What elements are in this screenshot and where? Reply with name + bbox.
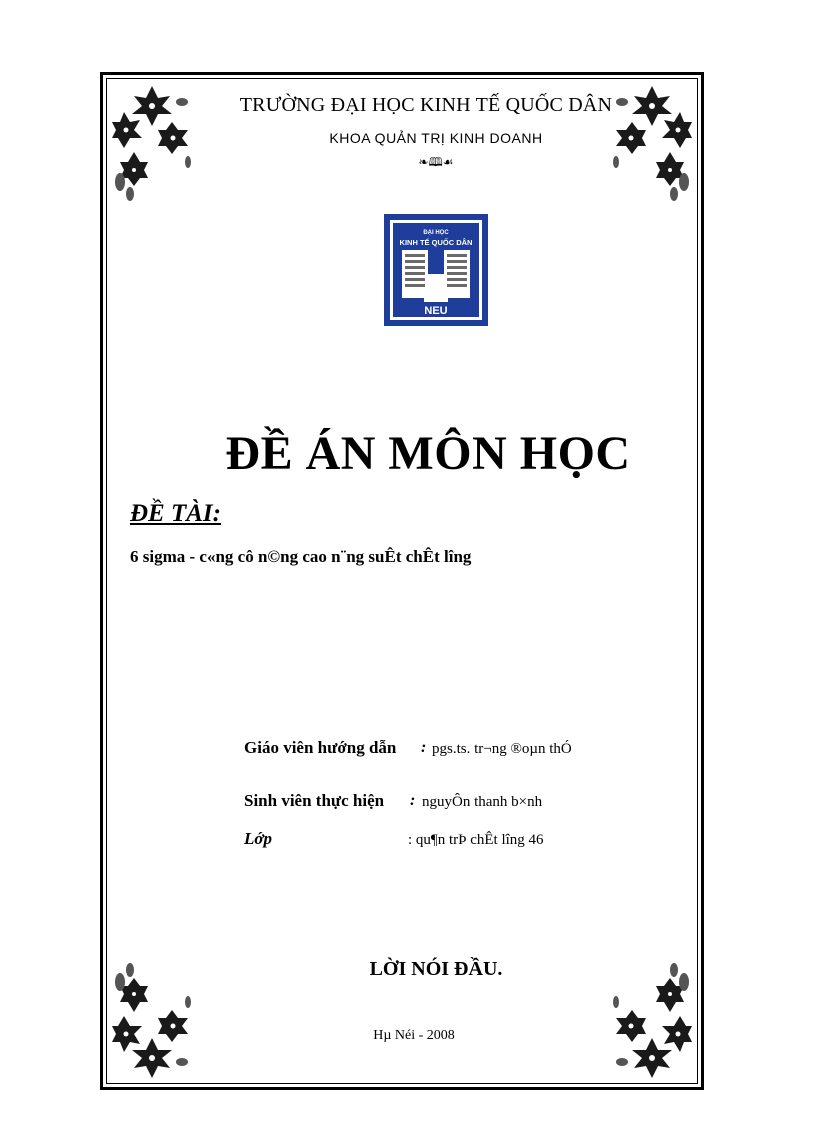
faculty-name: KHOA QUẢN TRỊ KINH DOANH <box>329 130 543 146</box>
advisor-colon: : <box>421 739 427 756</box>
place-date: Hµ Néi - 2008 <box>373 1028 455 1043</box>
topic-label: ĐỀ TÀI: <box>130 500 221 527</box>
student-label: Sinh viên thực hiện <box>244 791 385 810</box>
advisor-label: Giáo viên hướng dẫn <box>244 738 397 757</box>
header-ornament: ❧🕮☙ <box>418 155 454 169</box>
foreword-heading: LỜI NÓI ĐẦU. <box>369 958 503 980</box>
university-name: TRƯỜNG ĐẠI HỌC KINH TẾ QUỐC DÂN <box>239 94 613 116</box>
logo-top-text-2: KINH TẾ QUỐC DÂN <box>399 238 473 247</box>
page-title: ĐỀ ÁN MÔN HỌC <box>225 427 631 480</box>
student-value: nguyÔn thanh b×nh <box>422 794 543 810</box>
class-label: Lớp <box>244 829 273 848</box>
topic-value: 6 sigma - c«ng cô n©ng cao n¨ng suÊt chÊt lîng <box>130 547 472 566</box>
university-logo <box>384 214 488 326</box>
logo-top-text-1: ĐẠI HỌC <box>423 230 449 236</box>
student-colon: : <box>410 792 416 809</box>
logo-bottom-text: NEU <box>424 305 448 317</box>
class-value: : qu¶n trÞ chÊt lîng 46 <box>408 832 544 848</box>
advisor-value: pgs.ts. tr¬ng ®oµn thÓ <box>432 741 572 757</box>
